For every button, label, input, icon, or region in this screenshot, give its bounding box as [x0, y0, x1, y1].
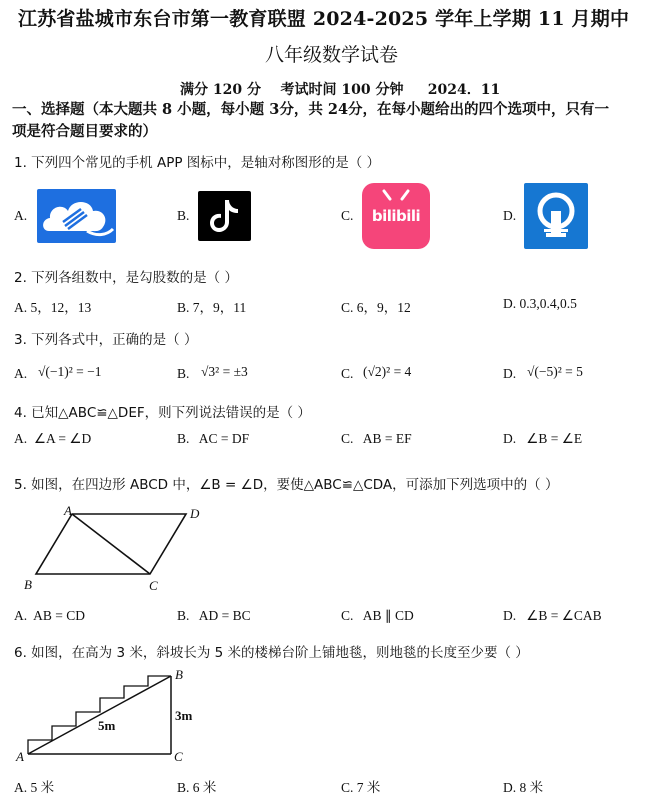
q5-option-b: B. AD = BC — [177, 608, 251, 623]
q6-option-b: B. 6 米 — [177, 780, 217, 795]
q5-option-d: D. ∠B = ∠CAB — [503, 608, 602, 623]
q6-option-a: A. 5 米 — [14, 780, 55, 795]
q1-option-c-label: C. — [341, 208, 354, 223]
section-heading-line2: 项是符合题目要求的） — [12, 123, 157, 140]
railway-app-icon — [524, 183, 588, 249]
staircase-figure — [14, 668, 184, 764]
bilibili-icon — [362, 183, 430, 249]
q2-option-a: A. 5，12，13 — [14, 300, 92, 315]
q2-option-d: D. 0.3,0.4,0.5 — [503, 296, 577, 311]
section-heading-line1: 一、选择题（本大题共 8 小题，每小题 3分，共 24分，在每小题给出的四个选项中，只有一 — [12, 101, 610, 118]
q1-option-a-label: A. — [14, 208, 28, 223]
bilibili-logo-text: bilibili — [371, 207, 421, 225]
q5-label-c: C — [149, 578, 158, 593]
q6-label-slope: 5m — [98, 718, 116, 733]
q5-label-b: B — [24, 577, 32, 592]
exam-subtitle: 八年级数学试卷 — [265, 44, 399, 66]
q5-option-a: A. AB = CD — [14, 608, 86, 623]
q6-label-c: C — [174, 749, 183, 764]
q4-option-a: A. ∠A = ∠D — [14, 431, 92, 446]
q1-option-d-label: D. — [503, 208, 517, 223]
q2-option-b: B. 7，9，11 — [177, 300, 247, 315]
q5-label-d: D — [190, 506, 200, 521]
question-4-stem: 4. 已知△ABC≌△DEF，则下列说法错误的是（ ） — [14, 405, 311, 421]
question-6-stem: 6. 如图，在高为 3 米，斜坡长为 5 米的楼梯台阶上铺地毯，则地毯的长度至少要（ ） — [14, 645, 529, 661]
q6-option-d: D. 8 米 — [503, 780, 544, 795]
q6-label-b: B — [175, 667, 183, 682]
q3-option-d-expr: √(−5)² = 5 — [527, 364, 583, 379]
question-1-stem: 1. 下列四个常见的手机 APP 图标中，是轴对称图形的是（ ） — [14, 155, 381, 171]
q4-option-c: C. AB = EF — [341, 431, 412, 446]
exam-info: 满分 120 分 考试时间 100 分钟 2024．11 — [180, 82, 501, 98]
parallelogram-figure — [18, 502, 218, 598]
q3-option-b-label: B. — [177, 366, 190, 381]
question-5-stem: 5. 如图，在四边形 ABCD 中，∠B = ∠D，要使△ABC≌△CDA，可添加下列选项中的（ ） — [14, 477, 559, 493]
q3-option-a-expr: √(−1)² = −1 — [38, 364, 102, 379]
q5-label-a: A — [64, 503, 72, 518]
cloud-app-icon — [37, 189, 116, 243]
q3-option-c-label: C. — [341, 366, 354, 381]
tiktok-icon — [198, 191, 251, 241]
exam-title: 江苏省盐城市东台市第一教育联盟 2024-2025 学年上学期 11 月期中 — [18, 8, 630, 30]
q1-option-b-label: B. — [177, 208, 190, 223]
q3-option-a-label: A. — [14, 366, 28, 381]
q2-option-c: C. 6，9，12 — [341, 300, 411, 315]
question-3-stem: 3. 下列各式中，正确的是（ ） — [14, 332, 198, 348]
question-2-stem: 2. 下列各组数中，是勾股数的是（ ） — [14, 270, 238, 286]
q6-option-c: C. 7 米 — [341, 780, 381, 795]
q3-option-b-expr: √3² = ±3 — [201, 364, 248, 379]
q6-label-height: 3m — [175, 708, 193, 723]
q5-option-c: C. AB ∥ CD — [341, 608, 414, 623]
q3-option-d-label: D. — [503, 366, 517, 381]
q4-option-d: D. ∠B = ∠E — [503, 431, 583, 446]
q3-option-c-expr: (√2)² = 4 — [363, 364, 412, 379]
q6-label-a: A — [16, 749, 24, 764]
q4-option-b: B. AC = DF — [177, 431, 250, 446]
